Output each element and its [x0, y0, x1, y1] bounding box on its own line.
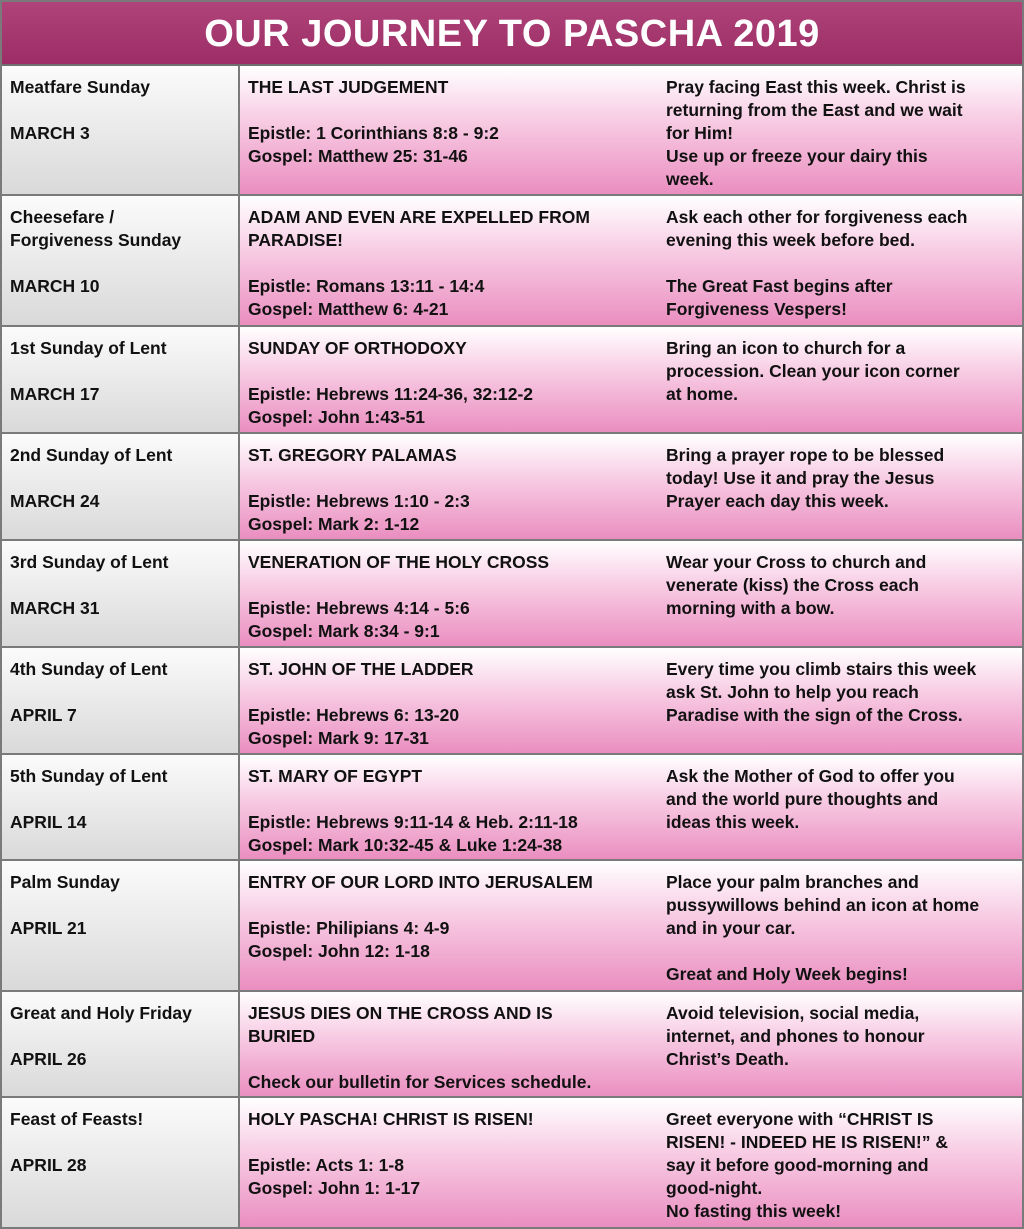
sunday-cell — [2, 992, 240, 1096]
practice-note: Bring a prayer rope to be blessed today! Use it and pray the Jesus Prayer each day this week. — [666, 445, 945, 511]
practice-cell — [656, 434, 1022, 539]
practice-cell — [656, 992, 1022, 1096]
table-row — [2, 327, 1022, 434]
sunday-date: APRIL 7 — [10, 705, 77, 725]
sunday-date: MARCH 17 — [10, 384, 100, 404]
practice-note: Every time you climb stairs this week ask St. John to help you reach Paradise with the sign of the Cross. — [666, 659, 977, 725]
table-row — [2, 1098, 1022, 1227]
epistle-reading: Check our bulletin for Services schedule. — [248, 1072, 592, 1092]
practice-cell — [656, 327, 1022, 432]
feast-title: ST. JOHN OF THE LADDER — [248, 659, 474, 679]
feast-title: ST. GREGORY PALAMAS — [248, 445, 457, 465]
epistle-reading: Epistle: Hebrews 11:24-36, 32:12-2 — [248, 384, 534, 404]
epistle-reading: Epistle: 1 Corinthians 8:8 - 9:2 — [248, 123, 499, 143]
feast-title: ADAM AND EVEN ARE EXPELLED FROM PARADISE! — [248, 207, 590, 250]
sunday-name: Meatfare Sunday — [10, 77, 151, 97]
sunday-cell — [2, 861, 240, 990]
gospel-reading: Gospel: John 1: 1-17 — [248, 1178, 421, 1198]
epistle-reading: Epistle: Romans 13:11 - 14:4 — [248, 276, 485, 296]
practice-note: Pray facing East this week. Christ is returning from the East and we wait for Him! Use up or freeze your dairy this week. — [666, 77, 966, 189]
sunday-date: APRIL 21 — [10, 918, 87, 938]
table-row — [2, 861, 1022, 992]
gospel-reading: Gospel: Mark 10:32-45 & Luke 1:24-38 — [248, 835, 563, 855]
practice-note: Place your palm branches and pussywillows behind an icon at home and in your car. — [666, 872, 980, 938]
practice-note: Bring an icon to church for a procession. Clean your icon corner at home. — [666, 338, 960, 404]
feast-title: THE LAST JUDGEMENT — [248, 77, 449, 97]
sunday-cell — [2, 755, 240, 859]
practice-note: Avoid television, social media, internet, and phones to honour Christ’s Death. — [666, 1003, 925, 1069]
practice-cell — [656, 196, 1022, 325]
practice-cell — [656, 541, 1022, 646]
epistle-reading: Epistle: Hebrews 9:11-14 & Heb. 2:11-18 — [248, 812, 578, 832]
table-row — [2, 755, 1022, 861]
gospel-reading: Gospel: Mark 2: 1-12 — [248, 514, 420, 534]
gospel-reading: Gospel: Mark 8:34 - 9:1 — [248, 621, 440, 641]
feast-title: ENTRY OF OUR LORD INTO JERUSALEM — [248, 872, 593, 892]
sunday-date: APRIL 28 — [10, 1155, 87, 1175]
sunday-cell — [2, 648, 240, 753]
practice-cell — [656, 648, 1022, 753]
practice-cell — [656, 755, 1022, 859]
table-row — [2, 541, 1022, 648]
practice-note: Wear your Cross to church and venerate (kiss) the Cross each morning with a bow. — [666, 552, 927, 618]
epistle-reading: Epistle: Acts 1: 1-8 — [248, 1155, 404, 1175]
feast-cell — [240, 327, 656, 432]
sunday-name: 5th Sunday of Lent — [10, 766, 168, 786]
practice-cell — [656, 66, 1022, 194]
sunday-date: MARCH 3 — [10, 123, 90, 143]
feast-cell — [240, 648, 656, 753]
sunday-date: MARCH 24 — [10, 491, 100, 511]
sunday-date: APRIL 26 — [10, 1049, 87, 1069]
practice-note: Greet everyone with “CHRIST IS RISEN! - INDEED HE IS RISEN!” & say it before good-morning and good-night. No fasting this week! — [666, 1109, 948, 1221]
sunday-name: Great and Holy Friday — [10, 1003, 192, 1023]
sunday-name: 3rd Sunday of Lent — [10, 552, 169, 572]
feast-title: HOLY PASCHA! CHRIST IS RISEN! — [248, 1109, 534, 1129]
sunday-name: 4th Sunday of Lent — [10, 659, 168, 679]
feast-cell — [240, 755, 656, 859]
epistle-reading: Epistle: Hebrews 6: 13-20 — [248, 705, 460, 725]
schedule-table — [2, 66, 1022, 1227]
table-row — [2, 66, 1022, 196]
sunday-name: Palm Sunday — [10, 872, 120, 892]
sunday-cell — [2, 541, 240, 646]
gospel-reading: Gospel: Matthew 25: 31-46 — [248, 146, 468, 166]
sunday-cell — [2, 196, 240, 325]
feast-title: JESUS DIES ON THE CROSS AND IS BURIED — [248, 1003, 553, 1046]
feast-title: VENERATION OF THE HOLY CROSS — [248, 552, 550, 572]
practice-note: Ask each other for forgiveness each evening this week before bed. — [666, 207, 968, 250]
feast-title: SUNDAY OF ORTHODOXY — [248, 338, 467, 358]
sunday-date: APRIL 14 — [10, 812, 87, 832]
epistle-reading: Epistle: Hebrews 1:10 - 2:3 — [248, 491, 470, 511]
practice-cell — [656, 861, 1022, 990]
sunday-name: Feast of Feasts! — [10, 1109, 144, 1129]
sunday-name: Cheesefare / Forgiveness Sunday — [10, 207, 182, 250]
sunday-cell — [2, 66, 240, 194]
practice-note: Ask the Mother of God to offer you and the world pure thoughts and ideas this week. — [666, 766, 955, 832]
gospel-reading: Gospel: Mark 9: 17-31 — [248, 728, 429, 748]
feast-title: ST. MARY OF EGYPT — [248, 766, 423, 786]
sunday-date: MARCH 31 — [10, 598, 100, 618]
gospel-reading: Gospel: John 12: 1-18 — [248, 941, 430, 961]
practice-cell — [656, 1098, 1022, 1227]
sunday-name: 1st Sunday of Lent — [10, 338, 167, 358]
sunday-cell — [2, 434, 240, 539]
epistle-reading: Epistle: Hebrews 4:14 - 5:6 — [248, 598, 470, 618]
gospel-reading: Gospel: John 1:43-51 — [248, 407, 425, 427]
sunday-date: MARCH 10 — [10, 276, 100, 296]
sunday-cell — [2, 327, 240, 432]
table-row — [2, 992, 1022, 1098]
feast-cell — [240, 1098, 656, 1227]
sunday-cell — [2, 1098, 240, 1227]
table-row — [2, 648, 1022, 755]
practice-note: Great and Holy Week begins! — [666, 964, 908, 984]
epistle-reading: Epistle: Philipians 4: 4-9 — [248, 918, 450, 938]
table-row — [2, 434, 1022, 541]
feast-cell — [240, 541, 656, 646]
table-row — [2, 196, 1022, 327]
feast-cell — [240, 196, 656, 325]
feast-cell — [240, 66, 656, 194]
practice-note: The Great Fast begins after Forgiveness Vespers! — [666, 276, 893, 319]
feast-cell — [240, 992, 656, 1096]
feast-cell — [240, 861, 656, 990]
gospel-reading: Gospel: Matthew 6: 4-21 — [248, 299, 449, 319]
feast-cell — [240, 434, 656, 539]
page-title: OUR JOURNEY TO PASCHA 2019 — [2, 2, 1022, 66]
sunday-name: 2nd Sunday of Lent — [10, 445, 173, 465]
